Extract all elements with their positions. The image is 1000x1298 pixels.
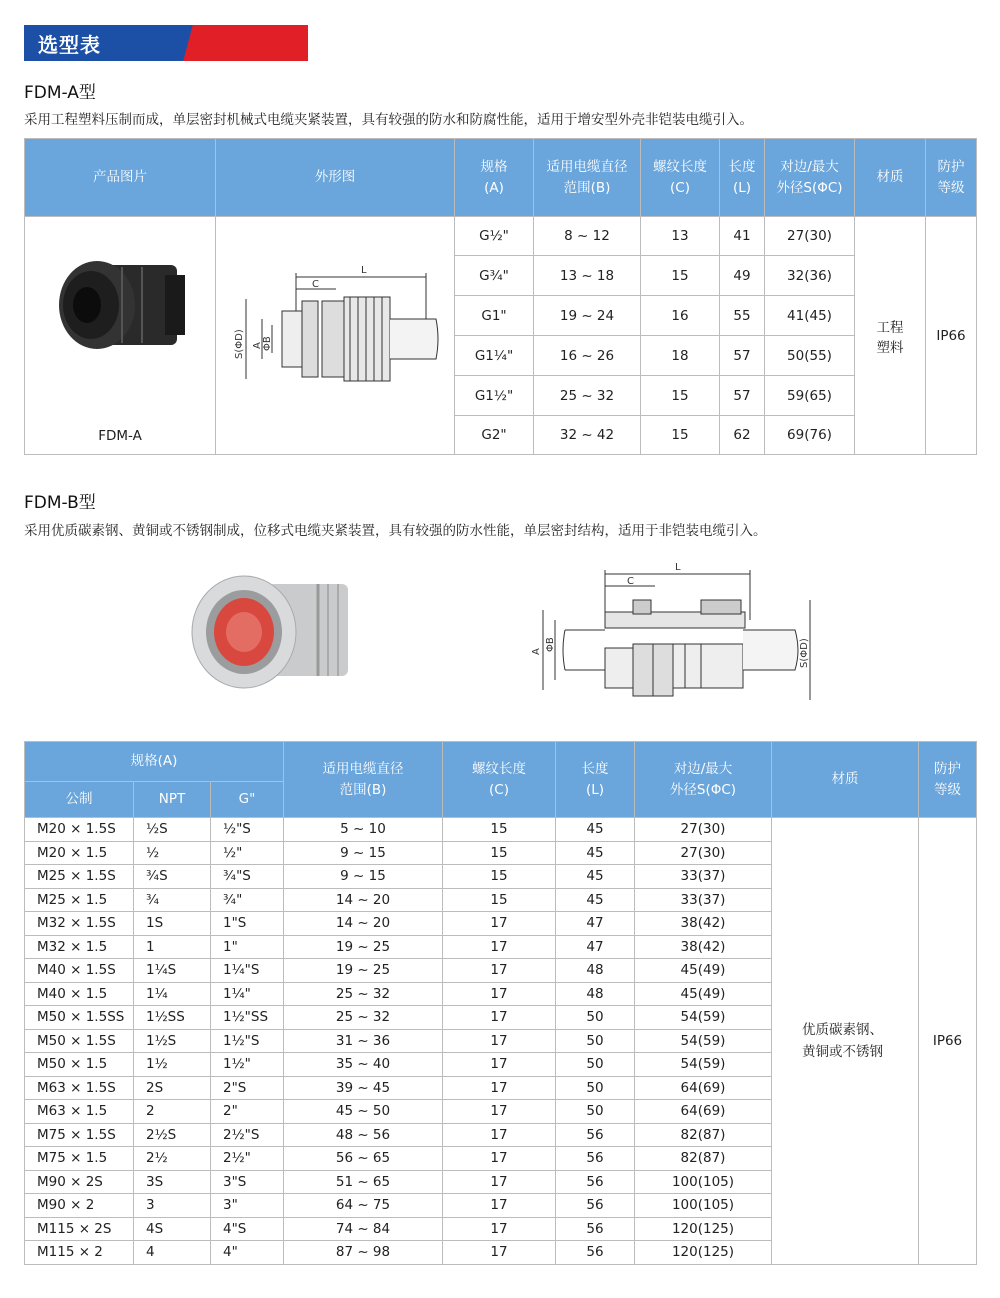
range: 39 ~ 45 [284, 1076, 443, 1100]
col-metric: 公制 [25, 782, 134, 818]
thread: 15 [443, 841, 556, 865]
g: ¾"S [211, 865, 284, 889]
range: 19 ~ 24 [534, 296, 641, 336]
thread: 15 [641, 376, 720, 416]
drawing-b-label-c: C [627, 576, 634, 587]
length: 45 [556, 818, 635, 842]
thread: 17 [443, 1217, 556, 1241]
thread: 17 [443, 1006, 556, 1030]
g: 1¼" [211, 982, 284, 1006]
range: 87 ~ 98 [284, 1241, 443, 1265]
npt: 2S [134, 1076, 211, 1100]
length: 56 [556, 1194, 635, 1218]
metric: M90 × 2S [25, 1170, 134, 1194]
metric: M115 × 2S [25, 1217, 134, 1241]
length: 62 [720, 416, 765, 455]
metric: M25 × 1.5 [25, 888, 134, 912]
g: 3" [211, 1194, 284, 1218]
npt: 1½S [134, 1029, 211, 1053]
npt: 1S [134, 912, 211, 936]
length: 50 [556, 1029, 635, 1053]
table-row [25, 217, 977, 256]
g: ¾" [211, 888, 284, 912]
npt: 2 [134, 1100, 211, 1124]
length: 47 [556, 912, 635, 936]
metric: M75 × 1.5 [25, 1147, 134, 1171]
spec: G½" [455, 217, 534, 256]
range: 32 ~ 42 [534, 416, 641, 455]
col-length: 长度 (L) [556, 742, 635, 818]
length: 57 [720, 336, 765, 376]
across: 100(105) [635, 1170, 772, 1194]
thread: 15 [443, 865, 556, 889]
length: 45 [556, 865, 635, 889]
g: 4" [211, 1241, 284, 1265]
fdm-a-product-image [47, 245, 197, 375]
across: 120(125) [635, 1217, 772, 1241]
thread: 17 [443, 1029, 556, 1053]
col-g: G" [211, 782, 284, 818]
range: 48 ~ 56 [284, 1123, 443, 1147]
drawing-b-label-sd: S(ΦD) [799, 638, 810, 668]
thread: 17 [443, 1194, 556, 1218]
range: 14 ~ 20 [284, 888, 443, 912]
across: 38(42) [635, 935, 772, 959]
length: 56 [556, 1147, 635, 1171]
npt: 4S [134, 1217, 211, 1241]
across: 27(30) [635, 818, 772, 842]
npt: 1¼S [134, 959, 211, 983]
metric: M50 × 1.5SS [25, 1006, 134, 1030]
thread: 17 [443, 1170, 556, 1194]
spec: G¾" [455, 256, 534, 296]
npt: 1 [134, 935, 211, 959]
range: 25 ~ 32 [284, 1006, 443, 1030]
across: 82(87) [635, 1123, 772, 1147]
across: 54(59) [635, 1006, 772, 1030]
g: 2½"S [211, 1123, 284, 1147]
col-thread: 螺纹长度 (C) [641, 139, 720, 217]
g: 1½"S [211, 1029, 284, 1053]
thread: 17 [443, 1100, 556, 1124]
g: 2" [211, 1100, 284, 1124]
range: 19 ~ 25 [284, 935, 443, 959]
metric: M75 × 1.5S [25, 1123, 134, 1147]
col-across: 对边/最大 外径S(ΦC) [765, 139, 855, 217]
product-image-cell [25, 217, 216, 455]
length: 45 [556, 888, 635, 912]
g: 1½"SS [211, 1006, 284, 1030]
col-material: 材质 [772, 742, 919, 818]
across: 59(65) [765, 376, 855, 416]
fdm-a-table [24, 138, 977, 455]
npt: 1½ [134, 1053, 211, 1077]
thread: 15 [443, 888, 556, 912]
fdm-a-drawing [226, 259, 446, 399]
length: 56 [556, 1170, 635, 1194]
fdm-b-product-image [188, 570, 363, 695]
table-row [25, 818, 977, 842]
range: 16 ~ 26 [534, 336, 641, 376]
range: 25 ~ 32 [284, 982, 443, 1006]
metric: M20 × 1.5 [25, 841, 134, 865]
col-npt: NPT [134, 782, 211, 818]
spec: G2" [455, 416, 534, 455]
range: 14 ~ 20 [284, 912, 443, 936]
range: 8 ~ 12 [534, 217, 641, 256]
across: 54(59) [635, 1053, 772, 1077]
range: 74 ~ 84 [284, 1217, 443, 1241]
length: 49 [720, 256, 765, 296]
length: 56 [556, 1217, 635, 1241]
thread: 17 [443, 1147, 556, 1171]
drawing-b-label-b: ΦB [545, 637, 556, 652]
g: 3"S [211, 1170, 284, 1194]
length: 50 [556, 1053, 635, 1077]
range: 19 ~ 25 [284, 959, 443, 983]
npt: 3S [134, 1170, 211, 1194]
length: 56 [556, 1123, 635, 1147]
metric: M90 × 2 [25, 1194, 134, 1218]
drawing-label-c: C [312, 279, 319, 290]
across: 50(55) [765, 336, 855, 376]
length: 50 [556, 1100, 635, 1124]
col-range: 适用电缆直径 范围(B) [534, 139, 641, 217]
drawing-label-a: A [252, 342, 263, 349]
fdm-a-product-label: FDM-A [98, 428, 142, 444]
col-spec: 规格 (A) [455, 139, 534, 217]
range: 51 ~ 65 [284, 1170, 443, 1194]
across: 45(49) [635, 982, 772, 1006]
banner-title: 选型表 [38, 33, 101, 57]
spec: G1½" [455, 376, 534, 416]
across: 64(69) [635, 1100, 772, 1124]
fdm-b-description: 采用优质碳素钢、黄铜或不锈钢制成，位移式电缆夹紧装置，具有较强的防水性能，单层密封结构，适用于非铠装电缆引入。 [24, 523, 767, 539]
g: 1¼"S [211, 959, 284, 983]
range: 64 ~ 75 [284, 1194, 443, 1218]
thread: 17 [443, 912, 556, 936]
npt: 2½ [134, 1147, 211, 1171]
npt: 1¼ [134, 982, 211, 1006]
across: 82(87) [635, 1147, 772, 1171]
drawing-label-sd: S(ΦD) [234, 329, 245, 359]
metric: M40 × 1.5S [25, 959, 134, 983]
length: 47 [556, 935, 635, 959]
spec: G1" [455, 296, 534, 336]
npt: 4 [134, 1241, 211, 1265]
thread: 17 [443, 1053, 556, 1077]
thread: 17 [443, 935, 556, 959]
npt: 2½S [134, 1123, 211, 1147]
metric: M63 × 1.5S [25, 1076, 134, 1100]
g: 2"S [211, 1076, 284, 1100]
col-drawing: 外形图 [216, 139, 455, 217]
protection-cell: IP66 [919, 818, 977, 1265]
npt: 3 [134, 1194, 211, 1218]
across: 33(37) [635, 865, 772, 889]
npt: ½ [134, 841, 211, 865]
section-banner [24, 25, 308, 61]
across: 120(125) [635, 1241, 772, 1265]
g: ½" [211, 841, 284, 865]
metric: M115 × 2 [25, 1241, 134, 1265]
length: 48 [556, 982, 635, 1006]
across: 32(36) [765, 256, 855, 296]
drawing-cell [216, 217, 455, 455]
g: 4"S [211, 1217, 284, 1241]
range: 9 ~ 15 [284, 841, 443, 865]
fdm-a-heading: FDM-A型 [24, 83, 96, 103]
thread: 17 [443, 1123, 556, 1147]
range: 56 ~ 65 [284, 1147, 443, 1171]
metric: M32 × 1.5S [25, 912, 134, 936]
drawing-b-label-l: L [675, 562, 681, 573]
length: 50 [556, 1076, 635, 1100]
material-cell: 优质碳素钢、 黄铜或不锈钢 [772, 818, 919, 1265]
length: 41 [720, 217, 765, 256]
col-protection: 防护 等级 [926, 139, 977, 217]
thread: 17 [443, 1076, 556, 1100]
metric: M20 × 1.5S [25, 818, 134, 842]
range: 5 ~ 10 [284, 818, 443, 842]
across: 54(59) [635, 1029, 772, 1053]
col-thread: 螺纹长度 (C) [443, 742, 556, 818]
length: 57 [720, 376, 765, 416]
length: 45 [556, 841, 635, 865]
across: 27(30) [635, 841, 772, 865]
col-length: 长度 (L) [720, 139, 765, 217]
thread: 17 [443, 1241, 556, 1265]
spec: G1¼" [455, 336, 534, 376]
metric: M25 × 1.5S [25, 865, 134, 889]
metric: M40 × 1.5 [25, 982, 134, 1006]
across: 69(76) [765, 416, 855, 455]
protection-cell: IP66 [926, 217, 977, 455]
length: 55 [720, 296, 765, 336]
across: 27(30) [765, 217, 855, 256]
g: ½"S [211, 818, 284, 842]
range: 31 ~ 36 [284, 1029, 443, 1053]
across: 33(37) [635, 888, 772, 912]
npt: 1½SS [134, 1006, 211, 1030]
fdm-b-heading: FDM-B型 [24, 493, 96, 513]
drawing-label-b: ΦB [262, 336, 273, 351]
material-cell: 工程 塑料 [855, 217, 926, 455]
across: 45(49) [635, 959, 772, 983]
thread: 16 [641, 296, 720, 336]
col-spec: 规格(A) [25, 742, 284, 782]
thread: 15 [641, 256, 720, 296]
metric: M32 × 1.5 [25, 935, 134, 959]
g: 2½" [211, 1147, 284, 1171]
thread: 15 [443, 818, 556, 842]
col-material: 材质 [855, 139, 926, 217]
length: 48 [556, 959, 635, 983]
col-range: 适用电缆直径 范围(B) [284, 742, 443, 818]
across: 100(105) [635, 1194, 772, 1218]
thread: 17 [443, 982, 556, 1006]
thread: 13 [641, 217, 720, 256]
length: 50 [556, 1006, 635, 1030]
col-protection: 防护 等级 [919, 742, 977, 818]
npt: ¾S [134, 865, 211, 889]
across: 64(69) [635, 1076, 772, 1100]
metric: M50 × 1.5S [25, 1029, 134, 1053]
range: 13 ~ 18 [534, 256, 641, 296]
range: 35 ~ 40 [284, 1053, 443, 1077]
thread: 17 [443, 959, 556, 983]
drawing-label-l: L [361, 265, 367, 276]
col-product-image: 产品图片 [25, 139, 216, 217]
thread: 15 [641, 416, 720, 455]
across: 41(45) [765, 296, 855, 336]
fdm-b-table [24, 741, 977, 1265]
fdm-a-description: 采用工程塑料压制而成，单层密封机械式电缆夹紧装置，具有较强的防水和防腐性能，适用于增安型外壳非铠装电缆引入。 [24, 112, 753, 128]
range: 9 ~ 15 [284, 865, 443, 889]
g: 1" [211, 935, 284, 959]
fdm-b-drawing [525, 560, 825, 710]
col-across: 对边/最大 外径S(ΦC) [635, 742, 772, 818]
npt: ¾ [134, 888, 211, 912]
npt: ½S [134, 818, 211, 842]
g: 1"S [211, 912, 284, 936]
range: 25 ~ 32 [534, 376, 641, 416]
thread: 18 [641, 336, 720, 376]
length: 56 [556, 1241, 635, 1265]
across: 38(42) [635, 912, 772, 936]
g: 1½" [211, 1053, 284, 1077]
drawing-b-label-a: A [531, 648, 542, 655]
metric: M50 × 1.5 [25, 1053, 134, 1077]
metric: M63 × 1.5 [25, 1100, 134, 1124]
range: 45 ~ 50 [284, 1100, 443, 1124]
